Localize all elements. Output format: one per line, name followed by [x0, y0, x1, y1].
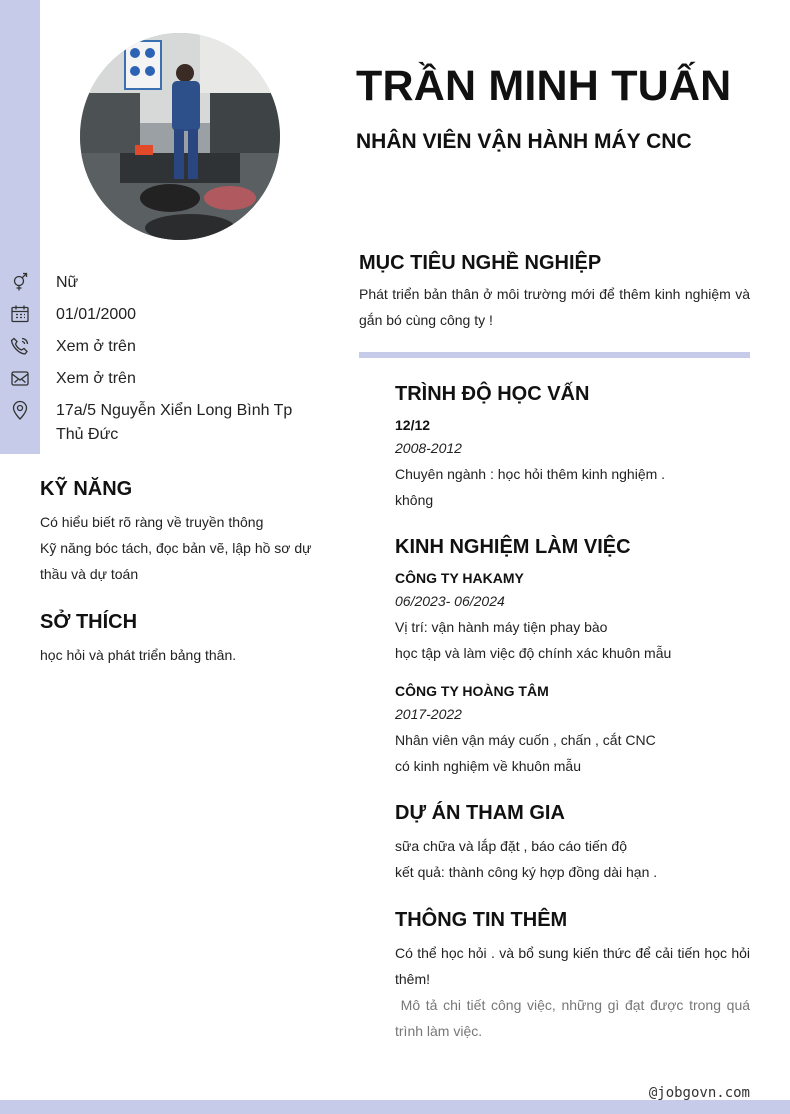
job-company: CÔNG TY HAKAMY	[395, 570, 524, 586]
gender-icon	[0, 271, 40, 293]
profile-photo	[80, 33, 280, 240]
birthday-value: 01/01/2000	[56, 306, 137, 323]
job-line: học tập và làm việc độ chính xác khuôn mẫu	[395, 645, 672, 661]
gender-value: Nữ	[56, 274, 79, 291]
job-period: 06/2023- 06/2024	[395, 593, 505, 609]
candidate-job-title: NHÂN VIÊN VẬN HÀNH MÁY CNC	[356, 130, 692, 153]
skill-item: Kỹ năng bóc tách, đọc bản vẽ, lập hồ sơ dự thầu và dự toán	[40, 540, 312, 582]
education-note: không	[395, 492, 434, 508]
skills-list	[40, 509, 315, 587]
extra-heading: THÔNG TIN THÊM	[395, 909, 568, 931]
contact-birthday	[0, 303, 320, 327]
footer-accent-band	[0, 1100, 790, 1114]
skills-heading: KỸ NĂNG	[40, 478, 133, 500]
experience-heading: KINH NGHIỆM LÀM VIỆC	[395, 536, 631, 558]
mail-icon	[0, 367, 40, 389]
objective-heading: MỤC TIÊU NGHỀ NGHIỆP	[359, 252, 602, 274]
extra-placeholder: Mô tả chi tiết công việc, những gì đạt được trong quá trình làm việc.	[395, 997, 754, 1039]
job-line: Vị trí: vận hành máy tiện phay bào	[395, 619, 608, 635]
education-school: 12/12	[395, 417, 431, 433]
contact-phone	[0, 335, 320, 359]
job-period: 2017-2022	[395, 706, 462, 722]
address-value: 17a/5 Nguyễn Xiển Long Bình Tp Thủ Đức	[56, 402, 293, 443]
location-icon	[0, 399, 40, 421]
contact-address	[0, 399, 320, 447]
phone-value[interactable]: Xem ở trên	[56, 338, 136, 355]
experience-job	[395, 568, 750, 666]
education-heading: TRÌNH ĐỘ HỌC VẤN	[395, 383, 590, 405]
skill-item: Có hiểu biết rõ ràng về truyền thông	[40, 514, 264, 530]
education-entry	[395, 415, 750, 513]
experience-job	[395, 681, 750, 779]
footer-watermark: @jobgovn.com	[648, 1085, 750, 1101]
project-line: sữa chữa và lắp đặt , báo cáo tiến độ	[395, 838, 628, 854]
objective-text: Phát triển bản thân ở môi trường mới để thêm kinh nghiệm và gắn bó cùng công ty !	[359, 286, 750, 328]
contact-gender	[0, 271, 320, 295]
projects-list	[395, 833, 750, 885]
project-line: kết quả: thành công ký hợp đồng dài hạn .	[395, 864, 658, 880]
job-company: CÔNG TY HOÀNG TÂM	[395, 683, 549, 699]
hobbies-text: học hỏi và phát triển bảng thân.	[40, 647, 237, 663]
section-divider	[359, 352, 750, 358]
contact-email	[0, 367, 320, 391]
email-value[interactable]: Xem ở trên	[56, 370, 136, 387]
job-line: Nhân viên vận máy cuốn , chấn , cắt CNC	[395, 732, 656, 748]
extra-content	[395, 940, 754, 1044]
phone-icon	[0, 335, 40, 357]
education-period: 2008-2012	[395, 440, 462, 456]
education-major: Chuyên ngành : học hỏi thêm kinh nghiệm .	[395, 466, 666, 482]
hobbies-heading: SỞ THÍCH	[40, 611, 138, 633]
job-line: có kinh nghiệm về khuôn mẫu	[395, 758, 581, 774]
extra-text: Có thể học hỏi . và bổ sung kiến thức để cải tiến học hỏi thêm!	[395, 945, 750, 987]
projects-heading: DỰ ÁN THAM GIA	[395, 802, 565, 824]
calendar-icon	[0, 303, 40, 325]
candidate-name: TRẦN MINH TUẤN	[356, 62, 732, 110]
